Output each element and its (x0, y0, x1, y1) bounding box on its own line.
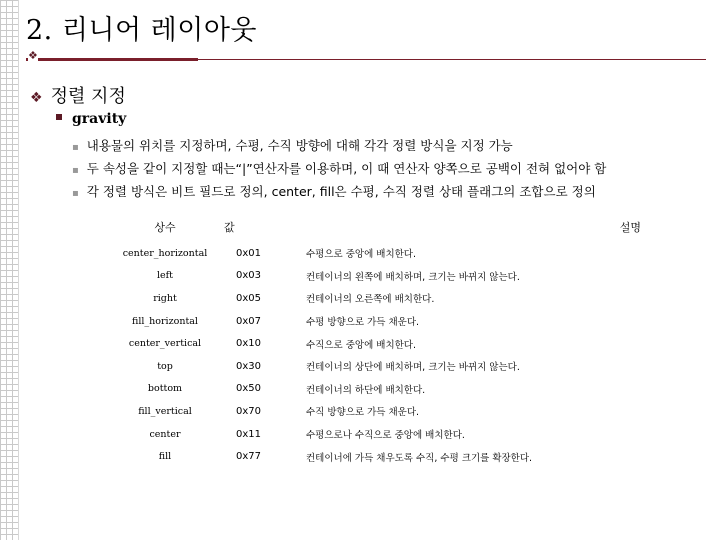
cell-description: 수직 방향으로 가득 채운다. (306, 407, 420, 419)
table-row (106, 445, 641, 468)
cell-value: 0x03 (236, 270, 262, 282)
dot-bullet-icon: ▪ (72, 188, 79, 199)
header-constant: 상수 (154, 221, 176, 234)
table-row (106, 423, 641, 446)
bullet-item (72, 136, 513, 154)
cell-constant: bottom (147, 383, 183, 395)
cell-description: 컨테이너의 오른쪽에 배치한다. (306, 294, 435, 306)
cell-description: 컨테이너의 왼쪽에 배치하며, 크기는 바뀌지 않는다. (306, 271, 520, 283)
cell-description: 수평으로나 수직으로 중앙에 배치한다. (306, 430, 465, 442)
cell-value: 0x30 (236, 360, 262, 372)
table-row (106, 242, 641, 265)
cell-value: 0x70 (236, 405, 262, 417)
cell-value: 0x11 (236, 428, 262, 440)
gravity-table (106, 212, 641, 468)
bullet-item (72, 182, 596, 200)
level1-item (30, 82, 126, 108)
dot-bullet-icon: ▪ (72, 142, 79, 153)
table-row (106, 265, 641, 288)
cell-constant: fill_vertical (138, 405, 192, 417)
cell-value: 0x10 (236, 338, 262, 350)
cell-constant: top (157, 360, 173, 372)
level2-item (56, 111, 126, 127)
table-row (106, 310, 641, 333)
table-row (106, 400, 641, 423)
diamond-bullet-icon: ❖ (30, 90, 43, 106)
slide-title: 2. 리니어 레이아웃 (26, 15, 257, 46)
cell-constant: fill_horizontal (132, 315, 198, 327)
header-value: 값 (224, 221, 235, 234)
table-header-row (106, 212, 641, 242)
bullet-text: 각 정렬 방식은 비트 필드로 정의, center, fill은 수평, 수직 정렬 상태 플래그의 조합으로 정의 (86, 184, 596, 199)
cell-value: 0x77 (236, 451, 262, 463)
dot-bullet-icon: ▪ (72, 165, 79, 176)
level2-label: gravity (72, 111, 127, 127)
cell-description: 수평으로 중앙에 배치한다. (306, 249, 417, 261)
title-underline-thick (26, 58, 198, 61)
title-underline-thin (198, 59, 706, 60)
square-bullet-icon (56, 114, 62, 120)
cell-description: 컨테이너에 가득 채우도록 수직, 수평 크기를 확장한다. (306, 452, 533, 464)
table-row (106, 378, 641, 401)
strip-divider (18, 0, 19, 540)
cell-description: 컨테이너의 하단에 배치한다. (306, 384, 426, 396)
cell-value: 0x07 (236, 315, 262, 327)
cell-constant: left (157, 270, 173, 282)
cell-constant: center_vertical (128, 338, 202, 350)
table-row (106, 332, 641, 355)
cell-description: 수직으로 중앙에 배치한다. (306, 339, 417, 351)
table-row (106, 287, 641, 310)
header-description: 설명 (619, 221, 641, 234)
cell-description: 수평 방향으로 가득 채운다. (306, 317, 420, 329)
bullet-item (72, 159, 606, 177)
bullet-text: 내용물의 위치를 지정하며, 수평, 수직 방향에 대해 각각 정렬 방식을 지정 가능 (86, 138, 513, 153)
diamond-bullet-icon: ❖ (28, 49, 38, 62)
cell-value: 0x01 (236, 247, 262, 259)
cell-constant: center_horizontal (122, 247, 208, 259)
table-row (106, 355, 641, 378)
cell-value: 0x05 (236, 292, 262, 304)
bullet-text: 두 속성을 같이 지정할 때는“|”연산자를 이용하며, 이 때 연산자 양쪽으로 공백이 전혀 없어야 함 (86, 161, 607, 176)
cell-description: 컨테이너의 상단에 배치하며, 크기는 바뀌지 않는다. (306, 362, 520, 374)
cell-value: 0x50 (236, 383, 262, 395)
cell-constant: center (149, 428, 181, 440)
level1-label: 정렬 지정 (50, 86, 126, 107)
cell-constant: fill (158, 451, 172, 463)
decorative-grid-strip (0, 0, 18, 540)
cell-constant: right (153, 292, 177, 304)
